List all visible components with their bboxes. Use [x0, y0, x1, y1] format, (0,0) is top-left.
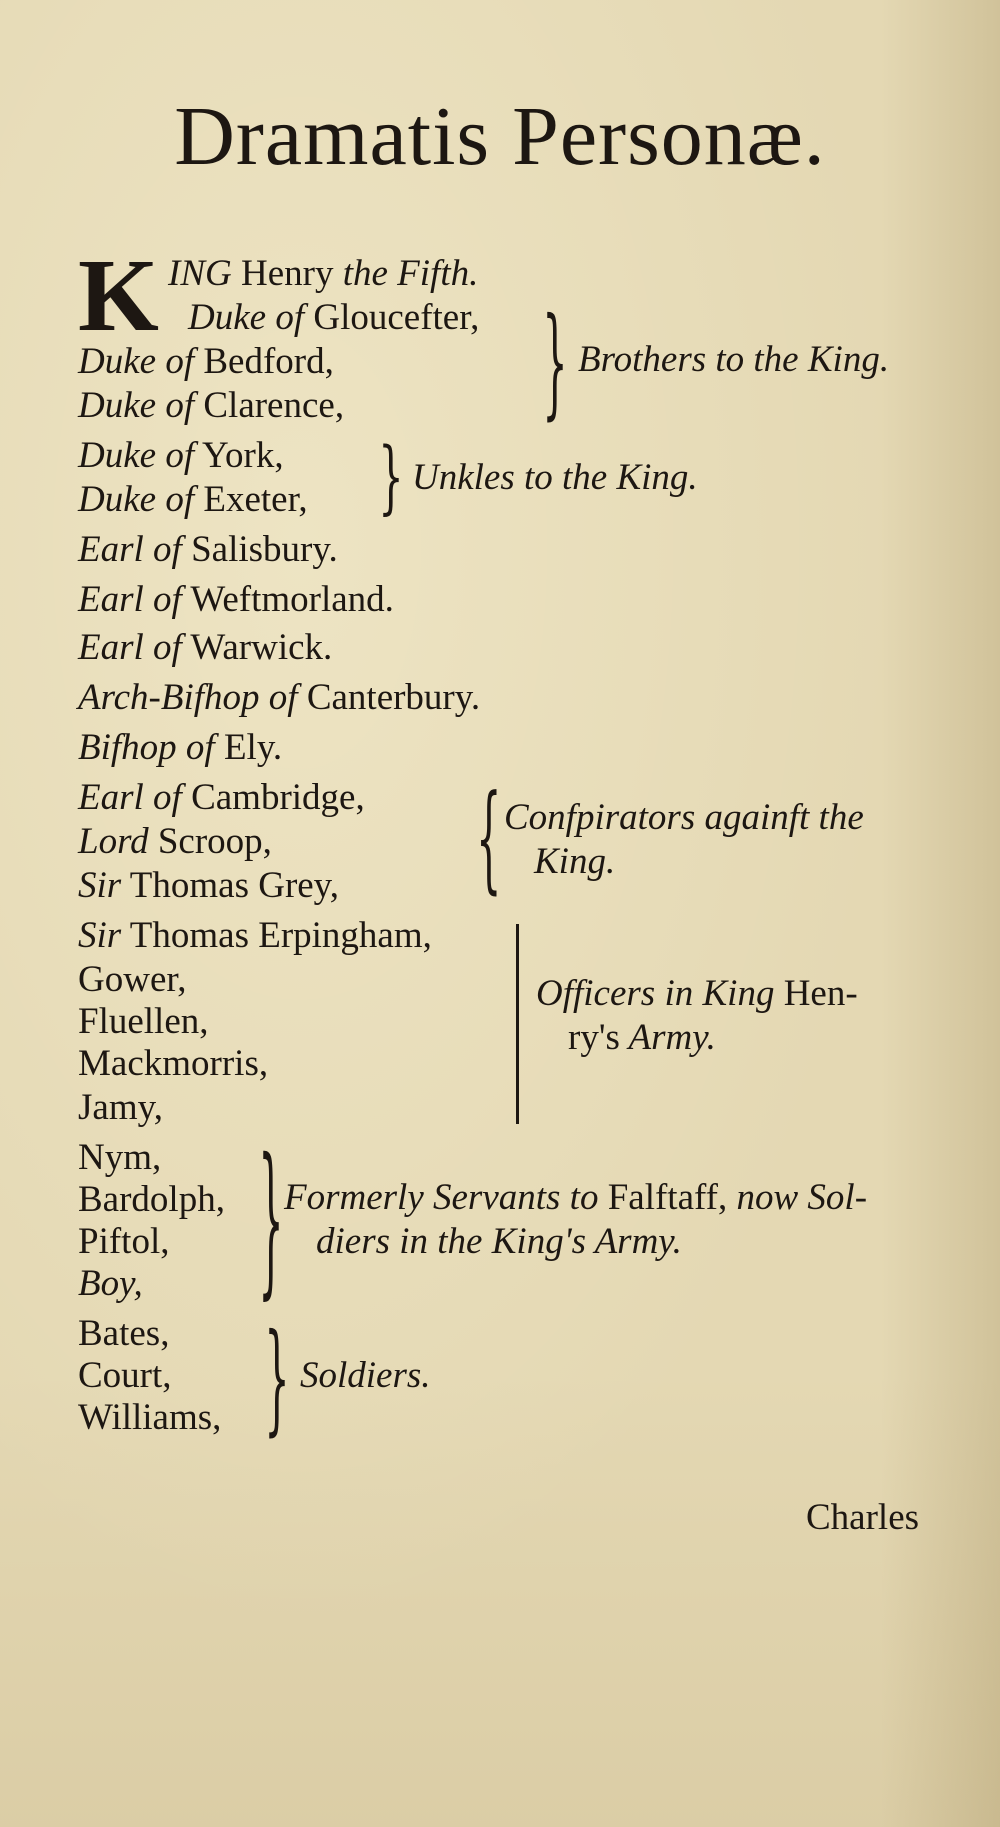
brace-brothers: }	[542, 295, 568, 433]
brace-conspirators: }	[476, 773, 502, 907]
character-erpingham: Sir Thomas Erpingham,	[78, 915, 432, 956]
character-salisbury: Earl of Salisbury.	[78, 529, 338, 570]
group-conspirators-line1: Confpirators againft the	[504, 797, 864, 838]
character-canterbury: Arch-Bifhop of Canterbury.	[78, 677, 481, 718]
character-cambridge: Earl of Cambridge,	[78, 777, 365, 818]
character-boy: Boy,	[78, 1263, 143, 1304]
catchword: Charles	[806, 1497, 920, 1538]
brace-soldiers: }	[264, 1311, 290, 1449]
character-gower: Gower,	[78, 959, 187, 1000]
character-clarence: Duke of Clarence,	[78, 385, 345, 426]
character-bedford: Duke of Bedford,	[78, 341, 334, 382]
page-title: Dramatis Personæ.	[174, 90, 826, 183]
character-bardolph: Bardolph,	[78, 1179, 225, 1220]
character-ely: Bifhop of Ely.	[78, 727, 283, 768]
character-williams: Williams,	[78, 1397, 222, 1438]
group-servants-line2: diers in the King's Army.	[316, 1221, 682, 1262]
drop-cap: K	[78, 238, 159, 353]
character-court: Court,	[78, 1355, 172, 1396]
character-grey: Sir Thomas Grey,	[78, 865, 340, 906]
character-exeter: Duke of Exeter,	[78, 479, 308, 520]
character-westmorland: Earl of Weftmorland.	[78, 579, 394, 620]
group-servants-line1: Formerly Servants to Falftaff, now Sol-	[284, 1177, 868, 1218]
character-scroop: Lord Scroop,	[78, 821, 272, 862]
character-york: Duke of York,	[78, 435, 284, 476]
character-bates: Bates,	[78, 1313, 170, 1354]
group-conspirators-line2: King.	[534, 841, 616, 882]
brace-servants: }	[258, 1127, 284, 1317]
character-gloucester: Duke of Gloucefter,	[188, 297, 480, 338]
group-soldiers: Soldiers.	[300, 1355, 431, 1396]
character-warwick: Earl of Warwick.	[78, 627, 333, 668]
brace-unkles: }	[378, 432, 404, 524]
bracket-officers	[516, 924, 519, 1124]
group-brothers: Brothers to the King.	[578, 339, 890, 380]
character-fluellen: Fluellen,	[78, 1001, 209, 1042]
group-officers-line2: ry's Army.	[568, 1017, 716, 1058]
character-pistol: Piftol,	[78, 1221, 170, 1262]
character-mackmorris: Mackmorris,	[78, 1043, 269, 1084]
group-unkles: Unkles to the King.	[412, 457, 698, 498]
character-nym: Nym,	[78, 1137, 162, 1178]
group-officers-line1: Officers in King Hen-	[536, 973, 858, 1014]
character-king-henry: ING Henry the Fifth.	[168, 253, 479, 294]
character-jamy: Jamy,	[78, 1087, 163, 1128]
